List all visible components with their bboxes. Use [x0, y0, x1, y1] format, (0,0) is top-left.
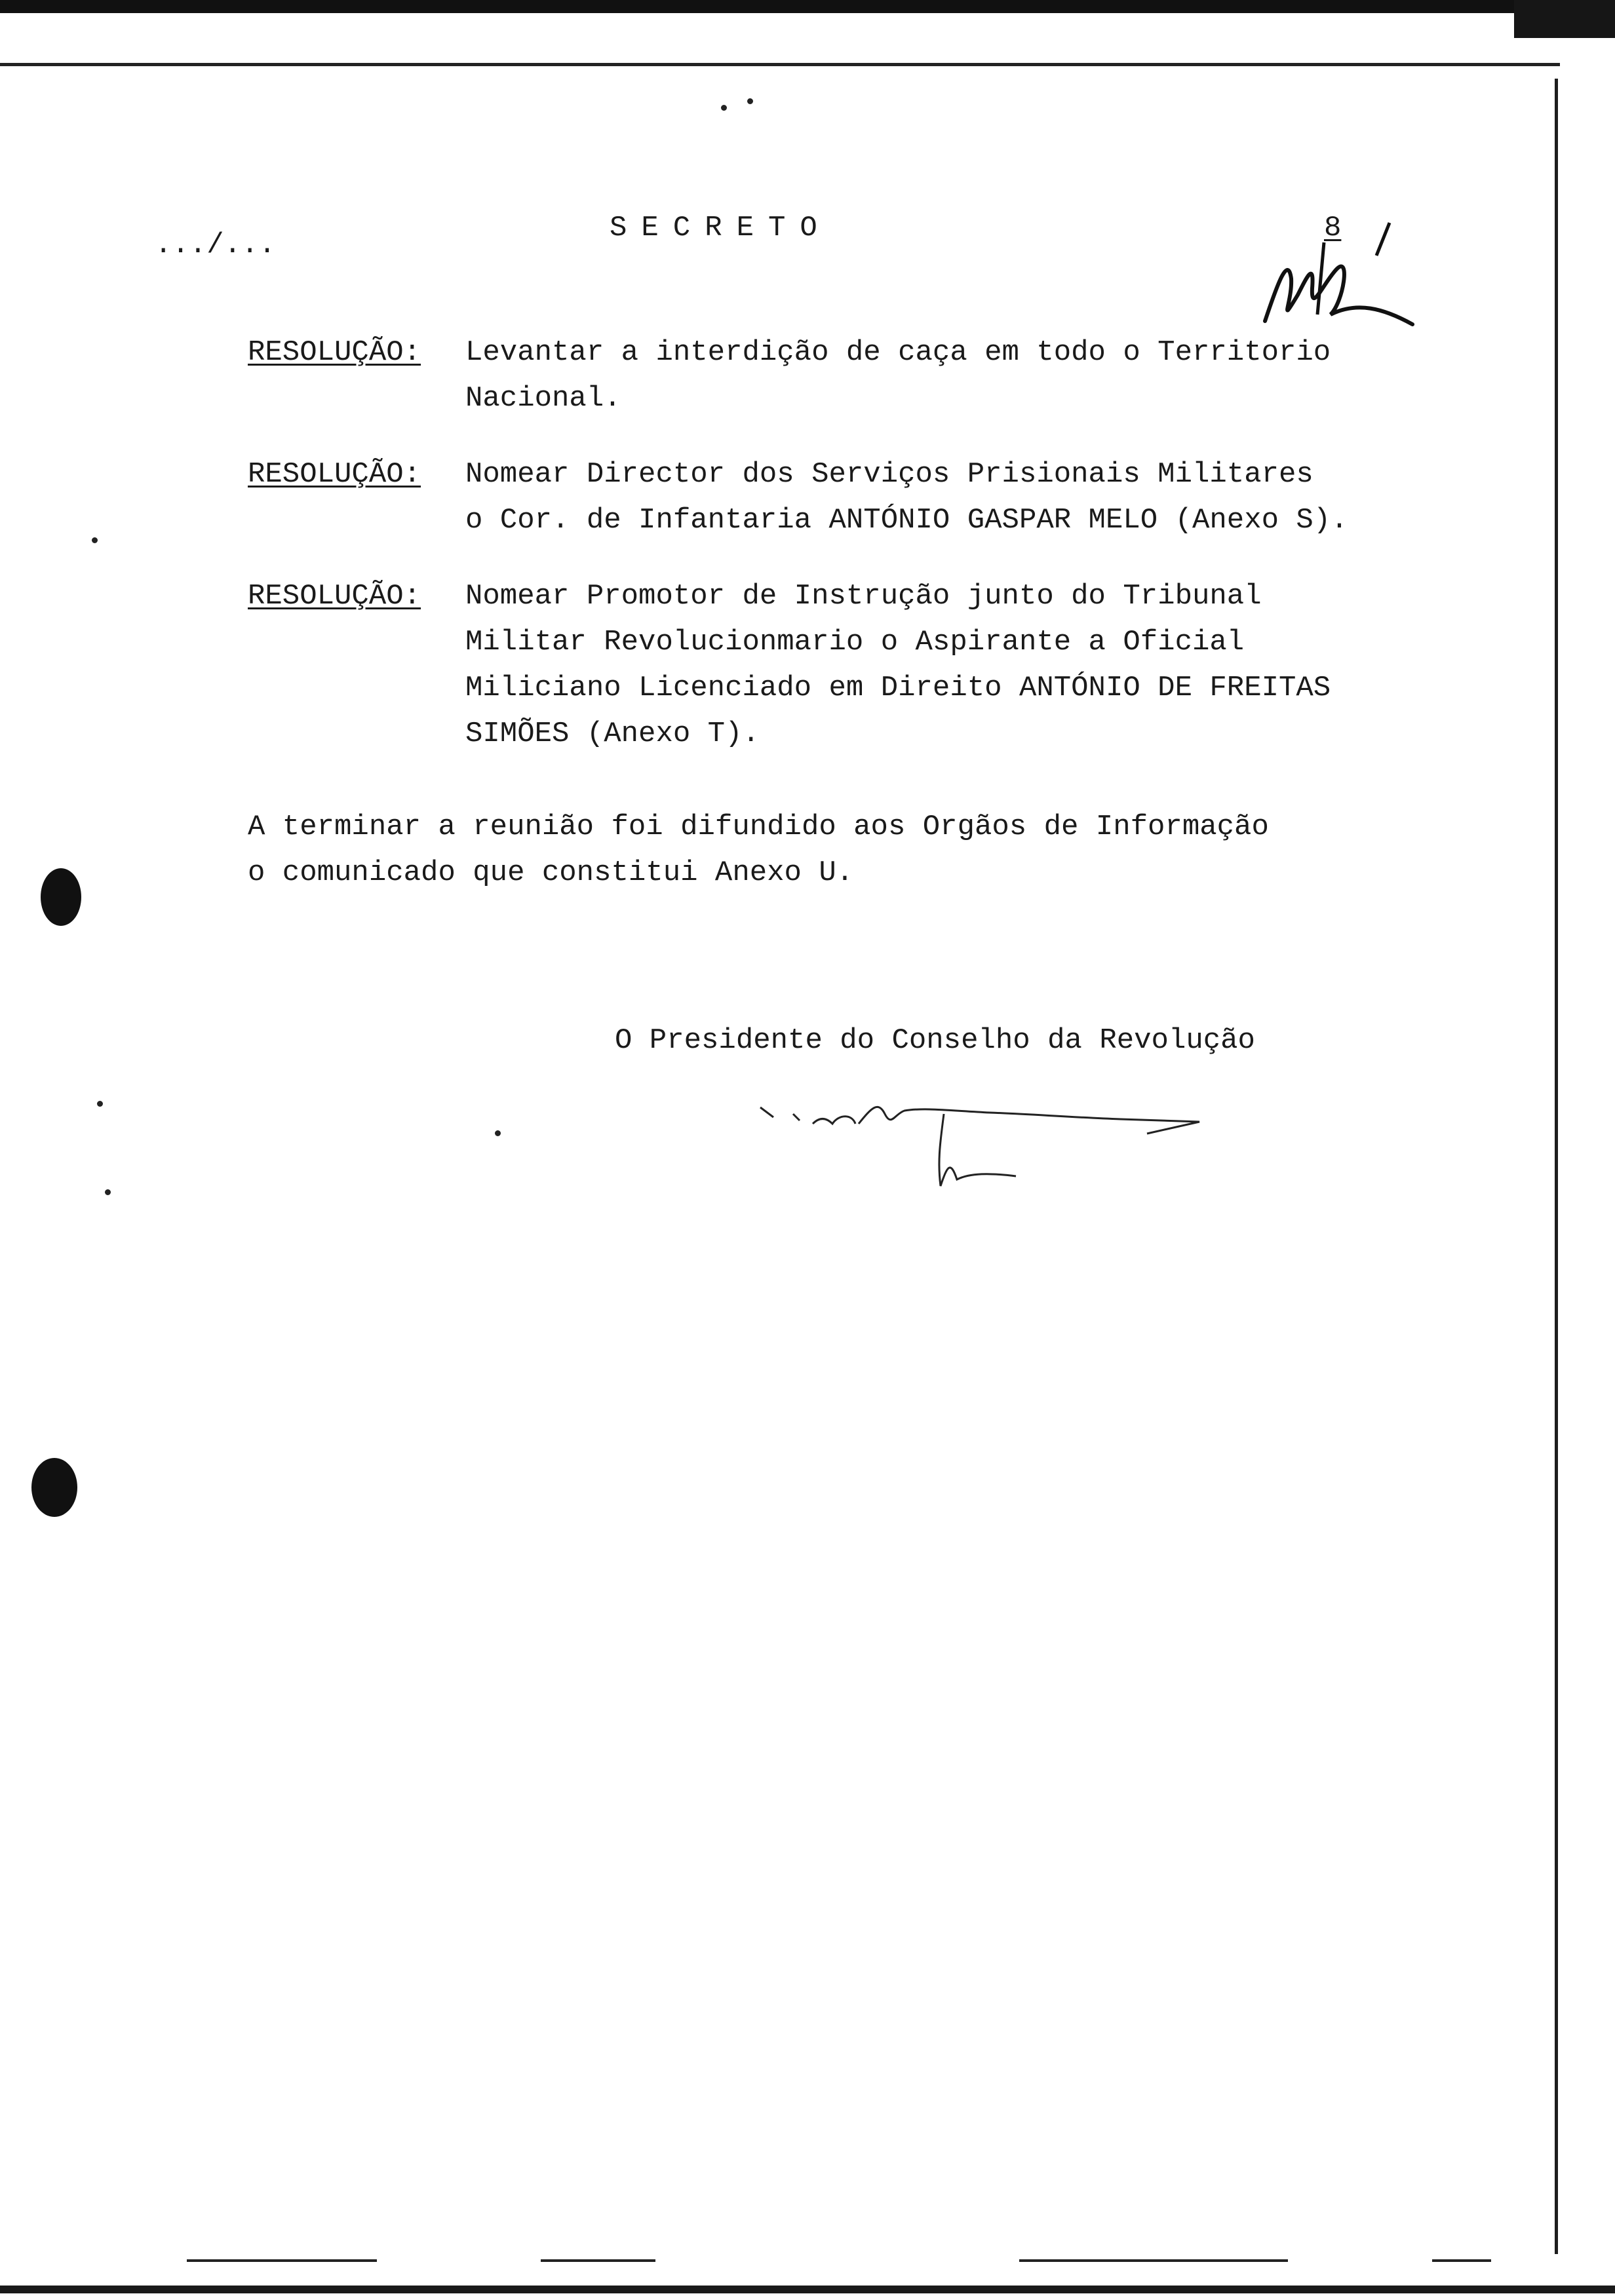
scan-speck: [105, 1189, 111, 1195]
bottom-dash: [1019, 2259, 1288, 2262]
resolution-label: RESOLUÇÃO:: [248, 336, 421, 369]
resolution-text-line: Militar Revolucionmario o Aspirante a Oficial: [465, 626, 1245, 659]
closing-text-line: o comunicado que constitui Anexo U.: [248, 856, 854, 889]
resolution-text-line: Miliciano Licenciado em Direito ANTÓNIO DE FREITAS: [465, 672, 1331, 704]
scan-top-corner: [1514, 0, 1615, 38]
resolution-text-line: o Cor. de Infantaria ANTÓNIO GASPAR MELO (Anexo S).: [465, 504, 1348, 537]
page-number: 8: [1324, 212, 1342, 244]
resolution-text-line: Nacional.: [465, 382, 621, 415]
scan-speck: [92, 537, 98, 543]
resolution-label: RESOLUÇÃO:: [248, 580, 421, 613]
top-border-line: [0, 63, 1560, 66]
resolution-text-line: Levantar a interdição de caça em todo o Territorio: [465, 336, 1331, 369]
classification-heading: SECRETO: [610, 212, 832, 244]
resolution-text-line: Nomear Director dos Serviços Prisionais Militares: [465, 458, 1313, 491]
closing-text-line: A terminar a reunião foi difundido aos Orgãos de Informação: [248, 811, 1269, 843]
signature: [754, 1088, 1213, 1219]
continuation-mark: .../...: [155, 229, 276, 261]
resolution-label: RESOLUÇÃO:: [248, 458, 421, 491]
scan-speck: [495, 1130, 501, 1136]
bottom-dash: [187, 2259, 377, 2262]
scan-speck: [97, 1101, 103, 1107]
scan-speck: [721, 105, 727, 111]
right-border-line: [1555, 79, 1558, 2254]
signatory-title: O Presidente do Conselho da Revolução: [615, 1024, 1255, 1057]
punch-hole-mark: [31, 1458, 77, 1517]
bottom-border-line: [0, 2286, 1615, 2293]
scan-speck: [747, 98, 753, 104]
bottom-dash: [541, 2259, 655, 2262]
bottom-dash: [1432, 2259, 1491, 2262]
resolution-text-line: Nomear Promotor de Instrução junto do Tribunal: [465, 580, 1262, 613]
scan-top-band: [0, 0, 1615, 13]
initials-mark: [1252, 212, 1422, 341]
punch-hole-mark: [41, 868, 81, 926]
resolution-text-line: SIMÕES (Anexo T).: [465, 718, 760, 750]
